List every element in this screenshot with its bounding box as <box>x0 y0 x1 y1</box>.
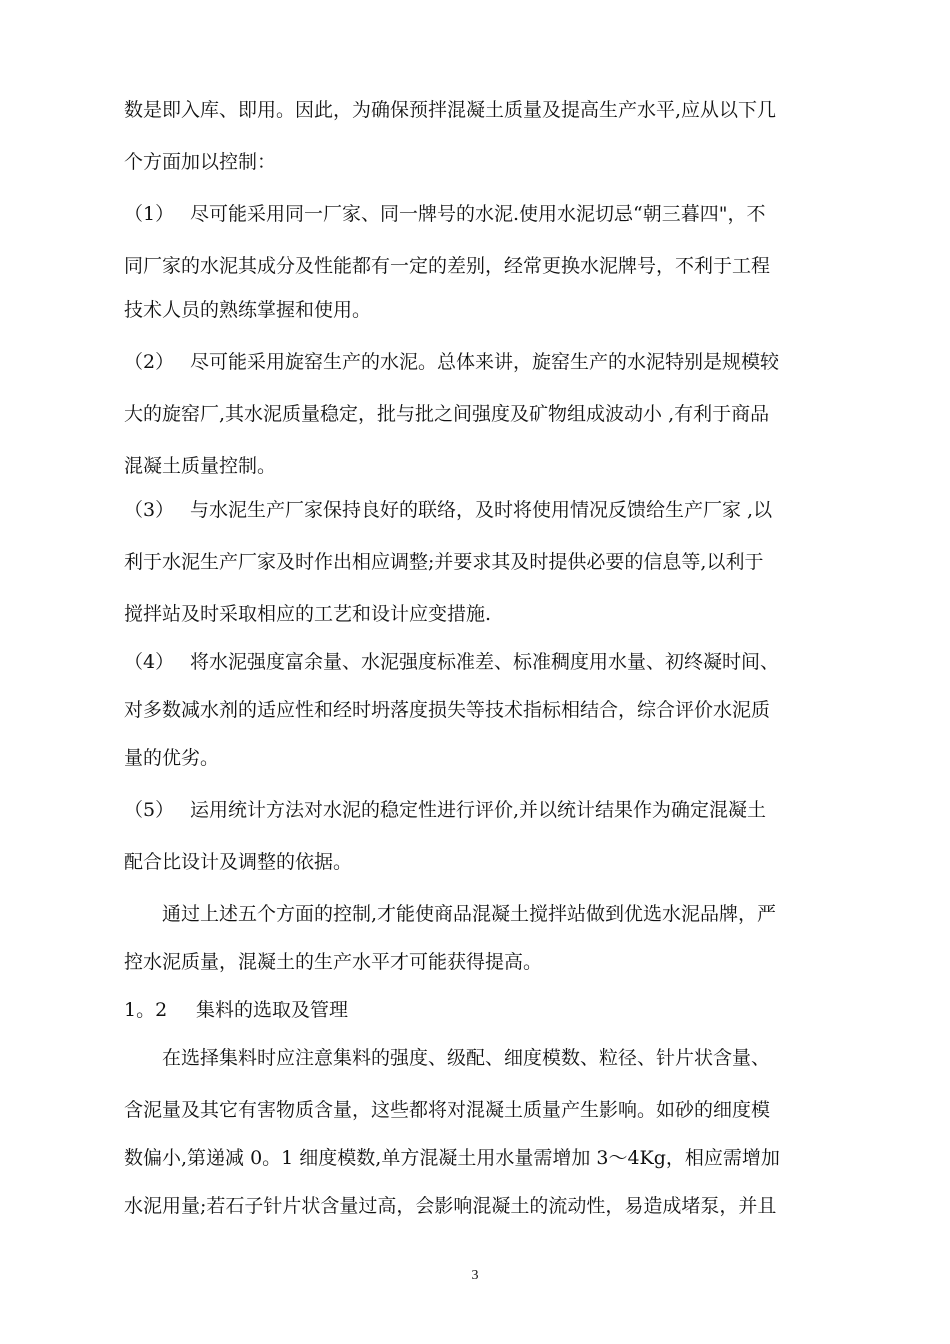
text-line: 对多数减水剂的适应性和经时坍落度损失等技术指标相结合，综合评价水泥质 <box>124 699 771 721</box>
item-number: （5） <box>124 799 175 821</box>
text-line: 控水泥质量，混凝土的生产水平才可能获得提高。 <box>124 951 543 973</box>
section-number: 1。2 <box>124 999 168 1021</box>
text-line: 将水泥强度富余量、水泥强度标准差、标准稠度用水量、初终凝时间、 <box>190 651 780 673</box>
text-line: 大的旋窑厂,其水泥质量稳定，批与批之间强度及矿物组成波动小 ,有利于商品 <box>124 403 770 425</box>
item-number: （1） <box>124 203 175 225</box>
text-line: 尽可能采用旋窑生产的水泥。总体来讲，旋窑生产的水泥特别是规模较 <box>190 351 780 373</box>
text-line: 量的优劣。 <box>124 747 220 769</box>
section-title: 集料的选取及管理 <box>196 999 349 1021</box>
list-item-4 <box>124 649 844 675</box>
text-line: 含泥量及其它有害物质含量，这些都将对混凝土质量产生影响。如砂的细度模 <box>124 1099 771 1121</box>
text-line: 运用统计方法对水泥的稳定性进行评价,并以统计结果作为确定混凝土 <box>190 799 767 821</box>
text-line: 混凝土质量控制。 <box>124 455 277 477</box>
text-line: 通过上述五个方面的控制,才能使商品混凝土搅拌站做到优选水泥品牌，严 <box>162 903 777 925</box>
text-line: 同厂家的水泥其成分及性能都有一定的差别，经常更换水泥牌号，不利于工程 <box>124 255 771 277</box>
text-line: 数偏小,第递减 0。1 细度模数,单方混凝土用水量需增加 3～4Kg，相应需增加 <box>124 1147 780 1169</box>
text-line: 与水泥生产厂家保持良好的联络，及时将使用情况反馈给生产厂家 ,以 <box>190 499 773 521</box>
list-item-2 <box>124 349 844 375</box>
text-line: 尽可能采用同一厂家、同一牌号的水泥.使用水泥切忌“朝三暮四"，不 <box>190 203 766 225</box>
text-line: 技术人员的熟练掌握和使用。 <box>124 299 372 321</box>
text-line: 搅拌站及时采取相应的工艺和设计应变措施. <box>124 603 492 625</box>
text-line: 个方面加以控制： <box>124 151 277 173</box>
list-item-3 <box>124 497 844 523</box>
item-number: （3） <box>124 499 175 521</box>
list-item-1 <box>124 201 844 227</box>
text-line: 配合比设计及调整的依据。 <box>124 851 353 873</box>
text-line: 在选择集料时应注意集料的强度、级配、细度模数、粒径、针片状含量、 <box>162 1047 771 1069</box>
item-number: （4） <box>124 651 175 673</box>
text-line: 利于水泥生产厂家及时作出相应调整;并要求其及时提供必要的信息等,以利于 <box>124 551 764 573</box>
item-number: （2） <box>124 351 175 373</box>
text-line: 数是即入库、即用。因此，为确保预拌混凝土质量及提高生产水平,应从以下几 <box>124 99 777 121</box>
page-number: 3 <box>471 1268 479 1283</box>
list-item-5 <box>124 797 844 823</box>
text-line: 水泥用量;若石子针片状含量过高，会影响混凝土的流动性，易造成堵泵，并且 <box>124 1195 777 1217</box>
section-heading <box>124 997 844 1023</box>
